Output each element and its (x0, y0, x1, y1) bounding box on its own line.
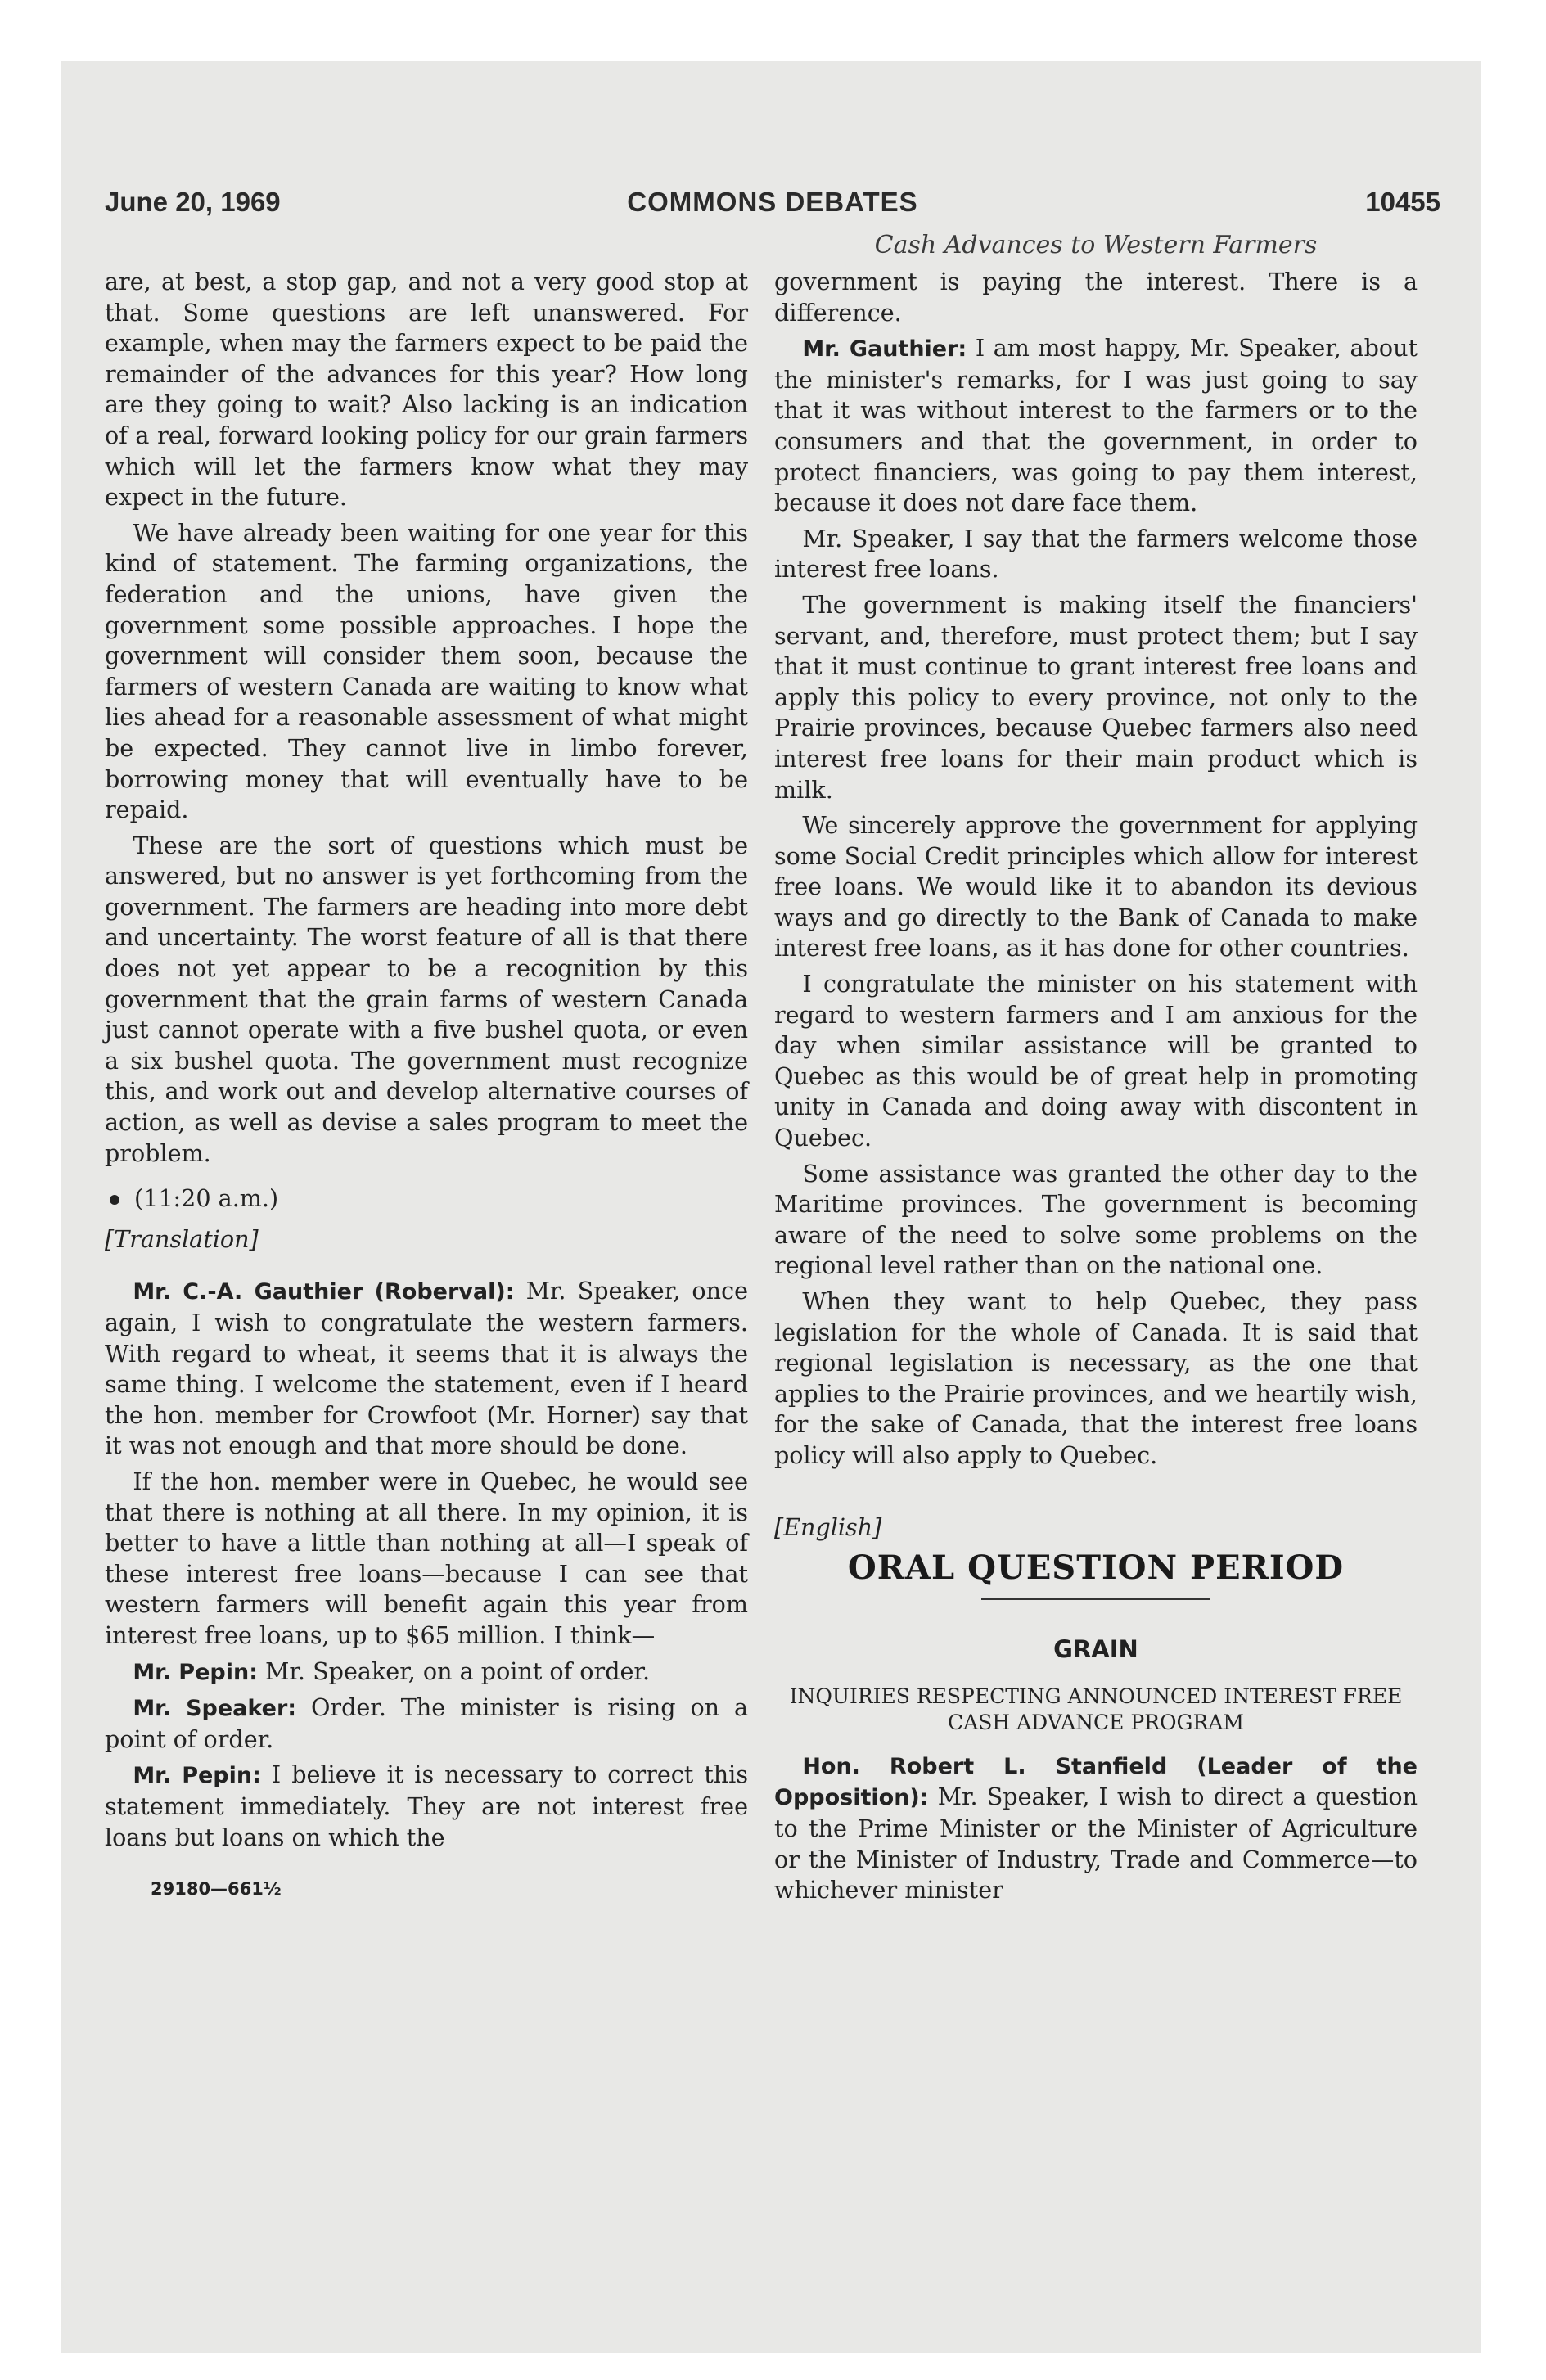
paragraph: government is paying the interest. There is a difference. (774, 268, 1418, 327)
translation-marker: [Translation] (105, 1224, 259, 1253)
bullet-dot-icon (110, 1195, 119, 1205)
section-title: ORAL QUESTION PERIOD (847, 1548, 1345, 1588)
speaker-name: Mr. Pepin: (133, 1659, 259, 1685)
speaker-name: Mr. Pepin: (133, 1763, 261, 1789)
running-subheader: Cash Advances to Western Farmers (874, 231, 1318, 259)
english-marker: [English] (774, 1512, 882, 1541)
speech-text: Mr. Speaker, once again, I wish to congratulate the western farmers. With regard to wheat, it seems that it is always the same thing. I welcome the statement, even if I heard the hon. member for Crowfoot (Mr. Horner) say that it was not enough and that more should be done. (105, 1277, 748, 1460)
paragraph: Some assistance was granted the other day to the Maritime provinces. The government is becoming aware of the need to solve some problems on the regional level rather than on the national one. (774, 1159, 1418, 1280)
topic-heading: GRAIN (1053, 1635, 1138, 1664)
print-code: 29180—661½ (151, 1879, 282, 1900)
paragraph: Mr. Speaker, I say that the farmers welcome those interest free loans. (774, 524, 1418, 584)
speaker-name: Mr. Speaker: (133, 1696, 297, 1722)
header-page-number: 10455 (1365, 187, 1440, 217)
speech-text: Mr. Speaker, I wish to direct a question to the Prime Minister or the Minister of Agriculture or the Minister of Industry, Trade and Commerce—to whichever minister (774, 1783, 1418, 1904)
speech-paragraph (105, 1760, 748, 1853)
speech-text: Order. The minister is rising on a point of order. (105, 1693, 749, 1753)
timestamp (105, 1183, 748, 1215)
subtopic-heading: INQUIRIES RESPECTING ANNOUNCED INTEREST FREE CASH ADVANCE PROGRAM (789, 1684, 1403, 1734)
section-divider (981, 1598, 1210, 1600)
paragraph: We have already been waiting for one year for this kind of statement. The farming organizations, the federation and the unions, have given the government some possible approaches. I hope the government will consider them soon, because the farmers of western Canada are waiting to know what lies ahead for a reasonable assessment of what might be expected. They cannot live in limbo forever, borrowing money that will eventually have to be repaid. (105, 518, 748, 824)
speech-text: Mr. Speaker, on a point of order. (265, 1657, 651, 1685)
paragraph: I congratulate the minister on his statement with regard to western farmers and I am anxious for the day when similar assistance will be granted to Quebec as this would be of great help in promoting unity in Canada and doing away with discontent in Quebec. (774, 970, 1418, 1152)
speech-text: I believe it is necessary to correct this statement immediately. They are not interest free loans but loans on which the (105, 1760, 748, 1851)
right-column (774, 267, 1418, 1911)
paragraph: These are the sort of questions which must be answered, but no answer is yet forthcoming from the government. The farmers are heading into more debt and uncertainty. The worst feature of all is that there does not yet appear to be a recognition by this government that the grain farms of western Canada just cannot operate with a five bushel quota, or even a six bushel quota. The government must recognize this, and work out and develop alternative courses of action, as well as devise a sales program to meet the problem. (105, 831, 748, 1167)
paragraph: The government is making itself the financiers' servant, and, therefore, must protect them; but I say that it must continue to grant interest free loans and apply this policy to every province, not only to the Prairie provinces, because Quebec farmers also need interest free loans for their main product which is milk. (774, 590, 1418, 804)
speech-paragraph (105, 1693, 748, 1755)
paragraph: If the hon. member were in Quebec, he would see that there is nothing at all there. In my opinion, it is better to have a little than nothing at all—I speak of these interest free loans—because I can see that western farmers will benefit again this year from interest free loans, up to $65 million. I think— (105, 1467, 748, 1649)
speech-paragraph (774, 1751, 1418, 1906)
page-header (105, 187, 1440, 223)
speaker-name: Mr. C.-A. Gauthier (Roberval): (133, 1279, 515, 1305)
left-column (105, 267, 748, 1905)
paragraph: are, at best, a stop gap, and not a very good stop at that. Some questions are left unanswered. For example, when may the farmers expect to be paid the remainder of the advances for this year? How long are they going to wait? Also lacking is an indication of a real, forward looking policy for our grain farmers which will let the farmers know what they may expect in the future. (105, 268, 748, 512)
paragraph: When they want to help Quebec, they pass legislation for the whole of Canada. It is said that regional legislation is necessary, as the one that applies to the Prairie provinces, and we heartily wish, for the sake of Canada, that the interest free loans policy will also apply to Quebec. (774, 1287, 1418, 1469)
speech-paragraph (774, 333, 1418, 519)
speaker-name: Hon. Robert L. Stanfield (Leader of the Opposition): (774, 1753, 1418, 1811)
header-title: COMMONS DEBATES (627, 187, 918, 217)
speech-paragraph (105, 1657, 748, 1688)
timestamp-text: (11:20 a.m.) (134, 1184, 279, 1213)
paragraph: We sincerely approve the government for applying some Social Credit principles which allow for interest free loans. We would like it to abandon its devious ways and go directly to the Bank of Canada to make interest free loans, as it has done for other countries. (774, 811, 1418, 962)
header-date: June 20, 1969 (105, 187, 281, 217)
speech-paragraph (105, 1276, 748, 1462)
speaker-name: Mr. Gauthier: (802, 336, 967, 363)
speech-text: I am most happy, Mr. Speaker, about the minister's remarks, for I was just going to say that it was without interest to the farmers or to the consumers and that the government, in order to protect financiers, was going to pay them interest, because it does not dare face them. (774, 334, 1418, 517)
